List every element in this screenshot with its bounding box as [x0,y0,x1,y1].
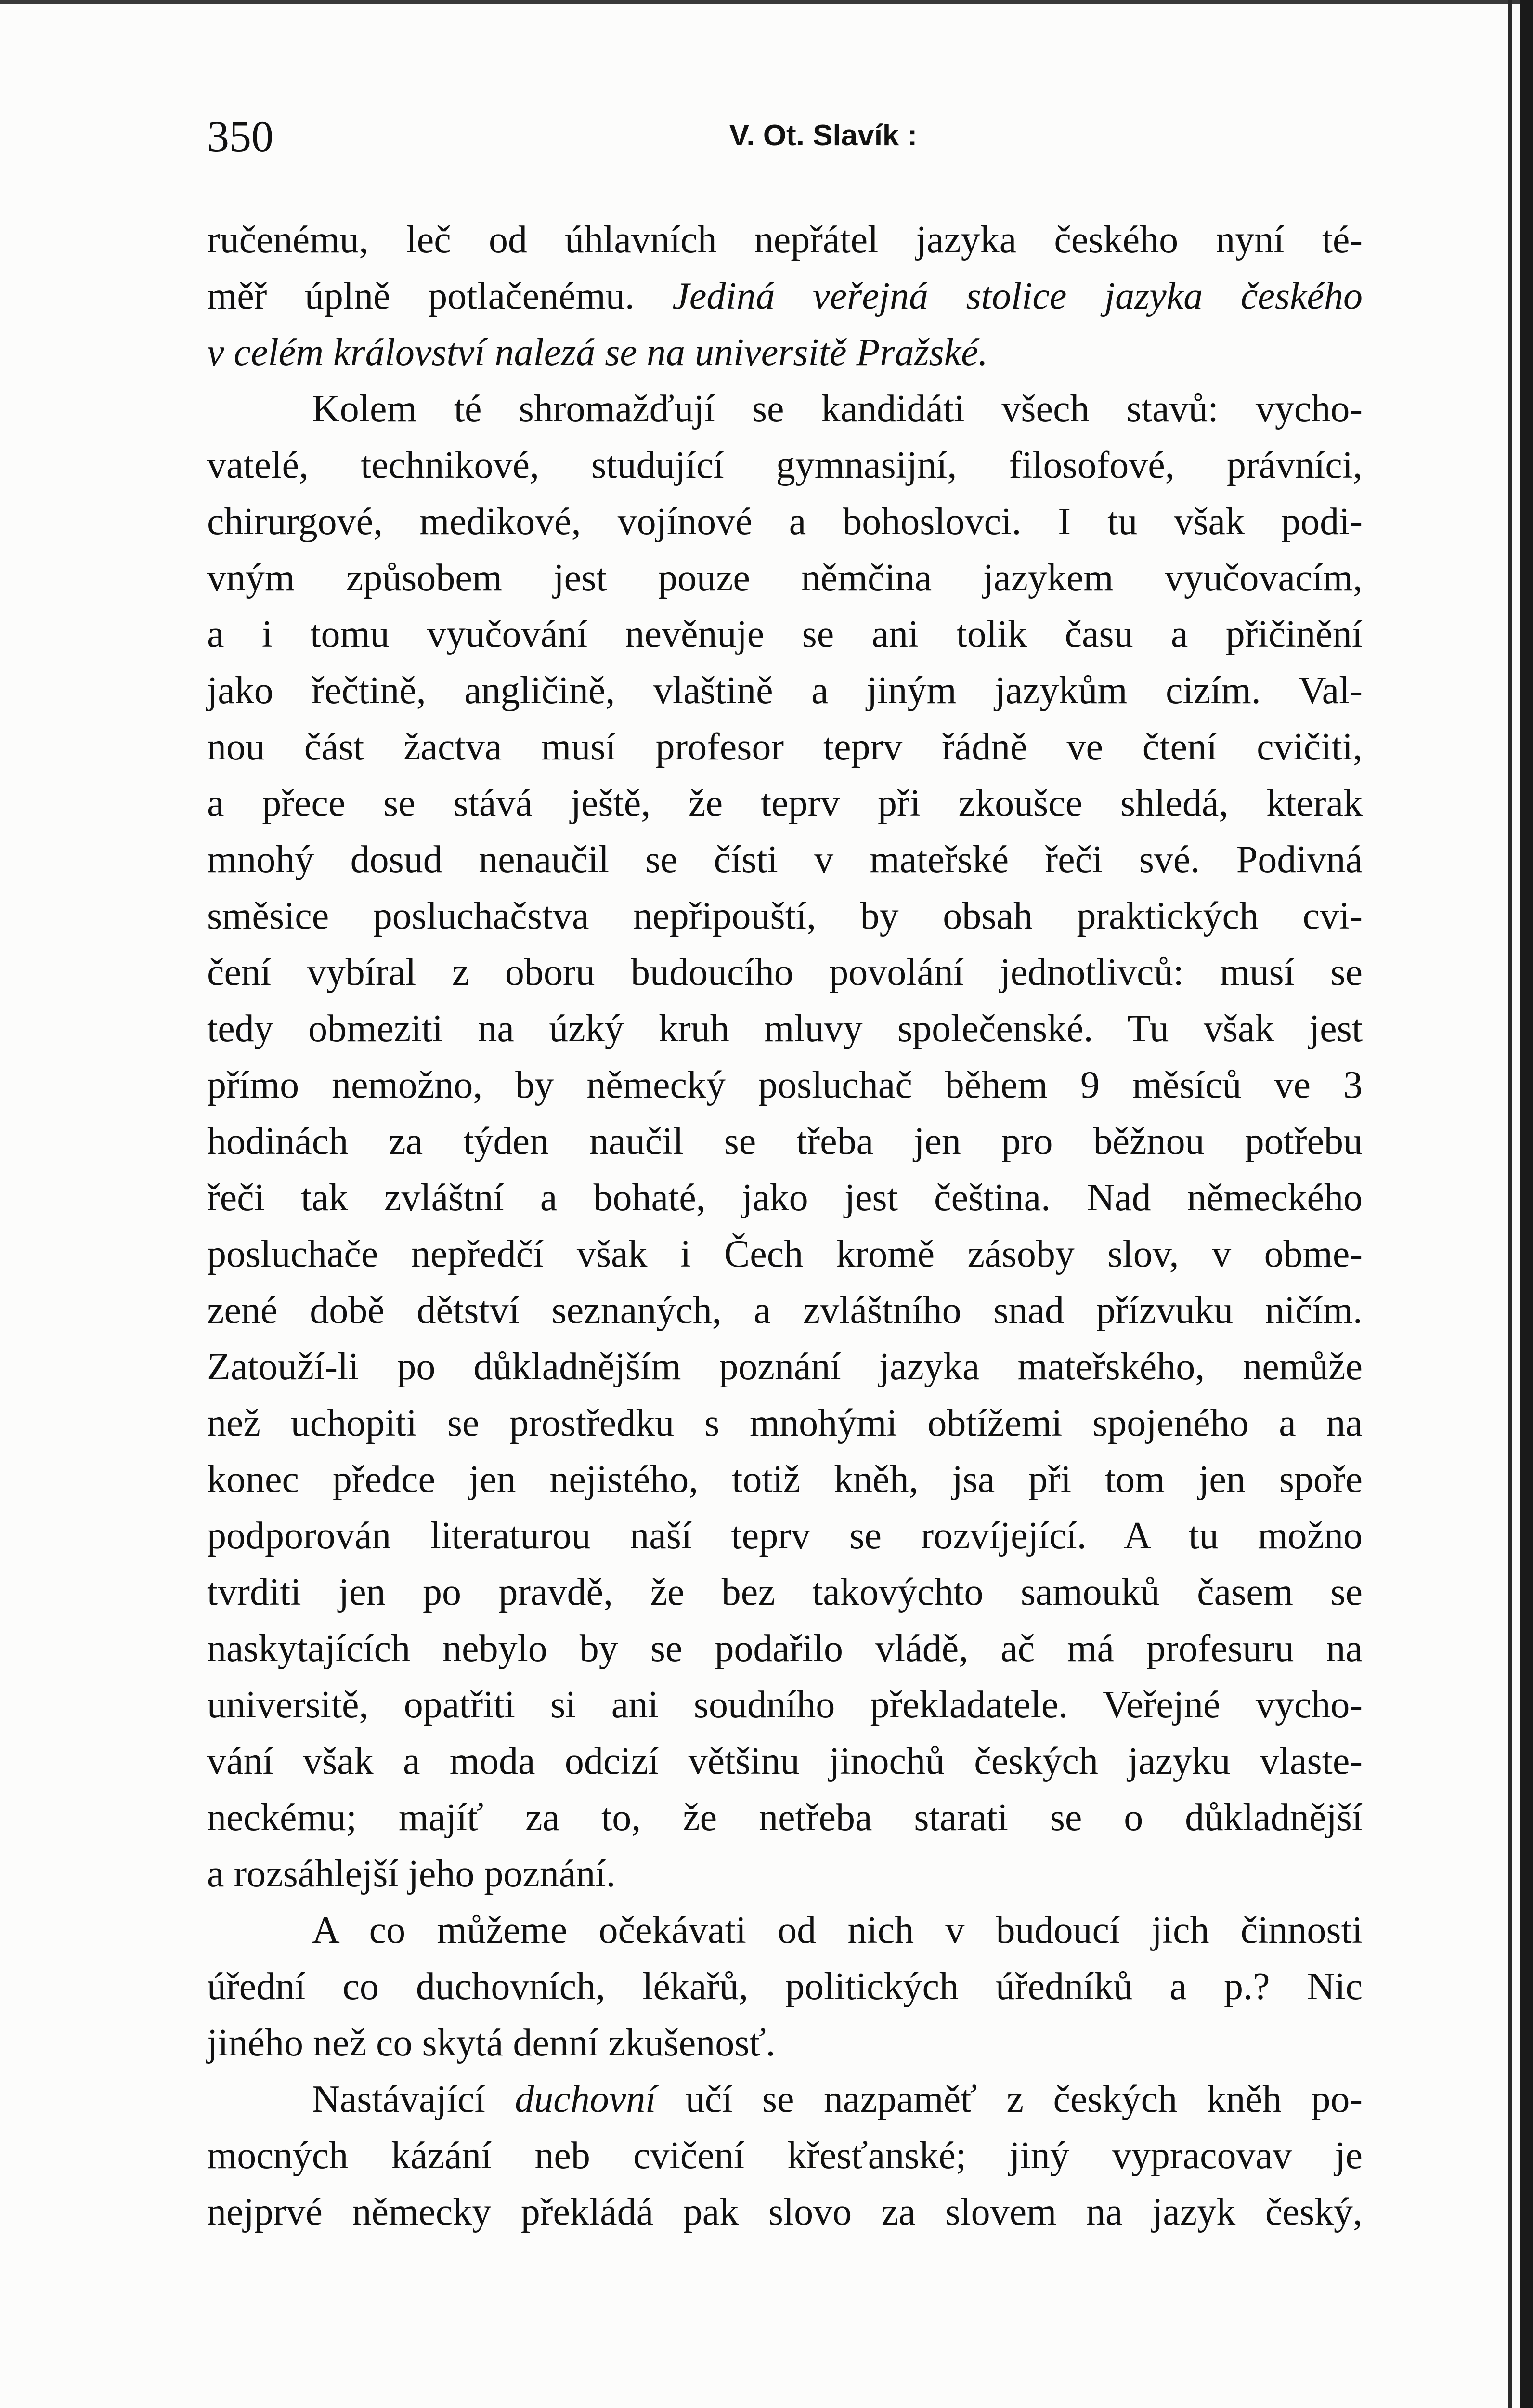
paragraph [207,381,1363,1902]
text-line: podporován literaturou naší teprv se rozvíjející. A tu možno [207,1515,1363,1557]
paragraph [207,2071,1363,2240]
italic-emphasis: Jediná veřejná stolice jazyka českého [672,275,1363,317]
text-line: naskytajících nebylo by se podařilo vládě, ač má profesuru na [207,1627,1363,1670]
text-line: řeči tak zvláštní a bohaté, jako jest čeština. Nad německého [207,1177,1363,1219]
text-line: posluchače nepředčí však i Čech kromě zásoby slov, v obme- [207,1233,1363,1275]
text-line: a rozsáhlejší jeho poznání. [207,1853,616,1895]
text-line: úřední co duchovních, lékařů, politických úředníků a p.? Nic [207,1965,1363,2008]
text-line: Kolem té shromažďují se kandidáti všech stavů: vycho- [312,388,1363,430]
text-line [207,325,1363,381]
text-line: tvrditi jen po pravdě, že bez takovýchto samouků časem se [207,1571,1363,1613]
text-line: směsice posluchačstva nepřipouští, by obsah praktických cvi- [207,895,1363,937]
text-line: Nastávající duchovní učí se nazpaměť z českých kněh po- [312,2078,1363,2120]
text-line: mnohý dosud nenaučil se čísti v mateřské řeči své. Podivná [207,838,1363,881]
scan-top-edge [0,0,1533,4]
running-head: V. Ot. Slavík : [729,119,918,152]
text-line: a přece se stává ještě, že teprv při zkoušce shledá, kterak [207,782,1363,824]
text-line: vatelé, technikové, studující gymnasijní, filosofové, právníci, [207,444,1363,486]
body-text [207,212,1363,2240]
text-line: A co můžeme očekávati od nich v budoucí jich činnosti [312,1909,1363,1951]
scan-border-line [1508,0,1512,2408]
paragraph [207,212,1363,381]
text-line: jiného než co skytá denní zkušenosť. [207,2022,776,2064]
text-line: než uchopiti se prostředku s mnohými obtížemi spojeného a na [207,1402,1363,1444]
paragraph [207,1902,1363,2071]
page-header [207,111,1372,173]
scan-right-edge [1520,0,1533,2408]
text-line: nou část žactva musí profesor teprv řádně ve čtení cvičiti, [207,726,1363,768]
text-line: universitě, opatřiti si ani soudního překladatele. Veřejné vycho- [207,1684,1363,1726]
text-line: jako řečtině, angličině, vlaštině a jiným jazykům cizím. Val- [207,669,1363,712]
text-line: nejprvé německy překládá pak slovo za slovem na jazyk český, [207,2191,1363,2233]
text-line: měř úplně potlačenému. Jediná veřejná stolice jazyka českého [207,275,1363,317]
text-line: hodinách za týden naučil se třeba jen pro běžnou potřebu [207,1120,1363,1163]
text-line: ručenému, leč od úhlavních nepřátel jazyka českého nyní té- [207,219,1363,261]
text-line: chirurgové, medikové, vojínové a bohoslovci. I tu však podi- [207,500,1363,543]
text-line: zené době dětství seznaných, a zvláštního snad přízvuku ničím. [207,1289,1363,1332]
text-line: vným způsobem jest pouze němčina jazykem vyučovacím, [207,557,1363,599]
text-line: a i tomu vyučování nevěnuje se ani tolik času a přičinění [207,613,1363,655]
text-line: konec předce jen nejistého, totiž kněh, jsa při tom jen spoře [207,1458,1363,1501]
text-line: neckému; majíť za to, že netřeba starati se o důkladnější [207,1796,1363,1839]
text-line: mocných kázání neb cvičení křesťanské; jiný vypracovav je [207,2134,1363,2177]
text-line: přímo nemožno, by německý posluchač během 9 měsíců ve 3 [207,1064,1363,1106]
text-line: vání však a moda odcizí většinu jinochů českých jazyku vlaste- [207,1740,1363,1782]
italic-emphasis: duchovní [515,2078,656,2120]
italic-emphasis: v celém království nalezá se na universitě Pražské. [207,331,988,374]
text-line: tedy obmeziti na úzký kruh mluvy společenské. Tu však jest [207,1008,1363,1050]
page-number: 350 [207,112,273,161]
text-line: Zatouží-li po důkladnějším poznání jazyka mateřského, nemůže [207,1346,1363,1388]
text-line: čení vybíral z oboru budoucího povolání jednotlivců: musí se [207,951,1363,994]
